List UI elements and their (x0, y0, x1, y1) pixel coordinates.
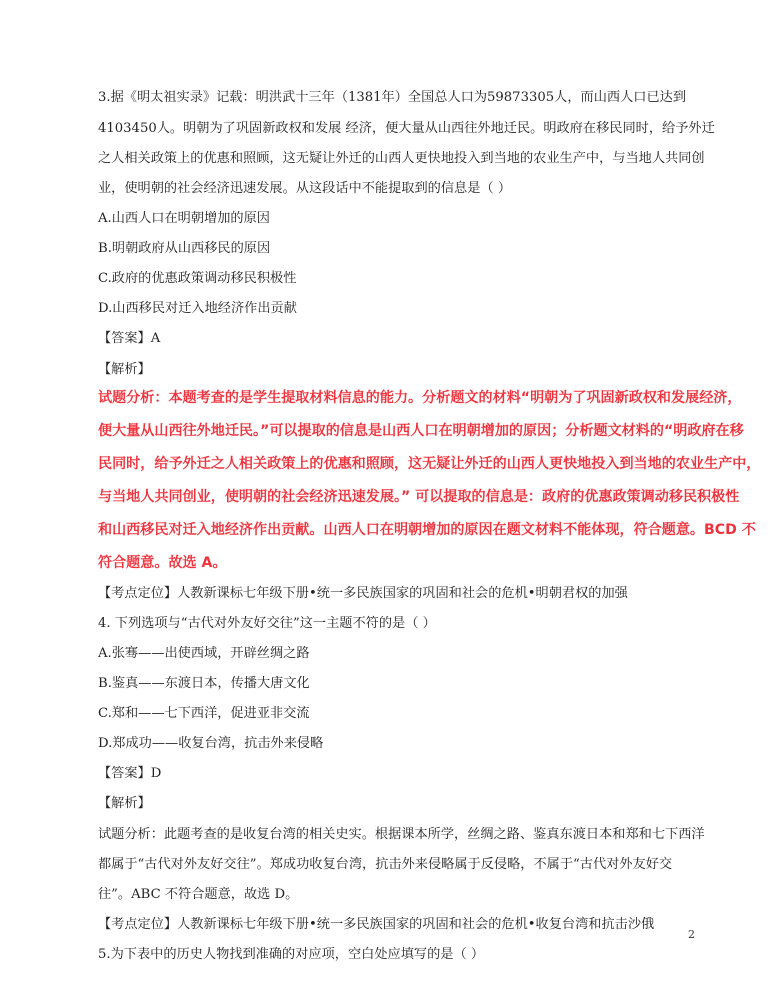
q3-stem-line-1: 3.据《明太祖实录》记载：明洪武十三年（1381年）全国总人口为59873305人，而山西人口已达到 (98, 90, 687, 105)
q3-analysis-line-1: 试题分析：本题考查的是学生提取材料信息的能力。分析题文的材料“明朝为了巩固新政权和发展经济， (98, 390, 742, 406)
q4-analysis-label: 【解析】 (98, 796, 151, 811)
q4-option-b: B.鉴真——东渡日本，传播大唐文化 (98, 676, 310, 691)
q4-option-c: C.郑和——七下西洋，促进亚非交流 (98, 706, 310, 721)
q4-analysis-line-1: 试题分析：此题考查的是收复台湾的相关史实。根据课本所学，丝绸之路、鉴真东渡日本和郑和七下西洋 (98, 827, 705, 842)
q3-option-a: A.山西人口在明朝增加的原因 (98, 211, 270, 226)
q4-analysis-line-3: 往”。ABC 不符合题意，故选 D。 (98, 887, 299, 902)
page-number: 2 (688, 928, 695, 941)
q3-analysis-line-5: 和山西移民对迁入地经济作出贡献。山西人口在明朝增加的原因在题文材料不能体现，符合题意。BCD 不 (98, 522, 756, 538)
q4-answer: 【答案】D (98, 766, 162, 781)
q3-analysis-line-6: 符合题意。故选 A。 (98, 555, 227, 571)
q4-option-d: D.郑成功——收复台湾，抗击外来侵略 (98, 736, 324, 751)
q3-analysis-line-2: 便大量从山西往外地迁民。”可以提取的信息是山西人口在明朝增加的原因；分析题文材料的“明政府在移 (98, 423, 744, 439)
q3-stem-line-4: 业，使明朝的社会经济迅速发展。从这段话中不能提取到的信息是（ ） (98, 181, 512, 196)
q4-analysis-line-2: 都属于“古代对外友好交往”。郑成功收复台湾，抗击外来侵略属于反侵略，不属于“古代对外友好交 (98, 857, 673, 872)
q5-stem: 5.为下表中的历史人物找到准确的对应项，空白处应填写的是（ ） (98, 947, 485, 962)
q3-knowledge-point: 【考点定位】人教新课标七年级下册•统一多民族国家的巩固和社会的危机•明朝君权的加强 (98, 586, 628, 601)
q3-answer: 【答案】A (98, 331, 161, 346)
q3-stem-line-2: 4103450人。明朝为了巩固新政权和发展 经济，便大量从山西往外地迁民。明政府在移民同时，给予外迁 (98, 121, 715, 136)
q3-analysis-label: 【解析】 (98, 362, 151, 377)
q3-analysis-line-3: 民同时，给予外迁之人相关政策上的优惠和照顾，这无疑让外迁的山西人更快地投入到当地的农业生产中， (98, 456, 761, 472)
q4-knowledge-point: 【考点定位】人教新课标七年级下册•统一多民族国家的巩固和社会的危机•收复台湾和抗击沙俄 (98, 917, 655, 932)
q3-option-b: B.明朝政府从山西移民的原因 (98, 241, 271, 256)
q3-option-d: D.山西移民对迁入地经济作出贡献 (98, 301, 297, 316)
q4-stem: 4. 下列选项与“古代对外友好交往”这一主题不符的是（ ） (98, 616, 436, 631)
q3-analysis-line-4: 与当地人共同创业，使明朝的社会经济迅速发展。” 可以提取的信息是：政府的优惠政策调动移民积极性 (98, 489, 740, 505)
q3-stem-line-3: 之人相关政策上的优惠和照顾，这无疑让外迁的山西人更快地投入到当地的农业生产中，与当地人共同创 (98, 151, 705, 166)
q4-option-a: A.张骞——出使西域，开辟丝绸之路 (98, 646, 310, 661)
q3-option-c: C.政府的优惠政策调动移民积极性 (98, 271, 297, 286)
